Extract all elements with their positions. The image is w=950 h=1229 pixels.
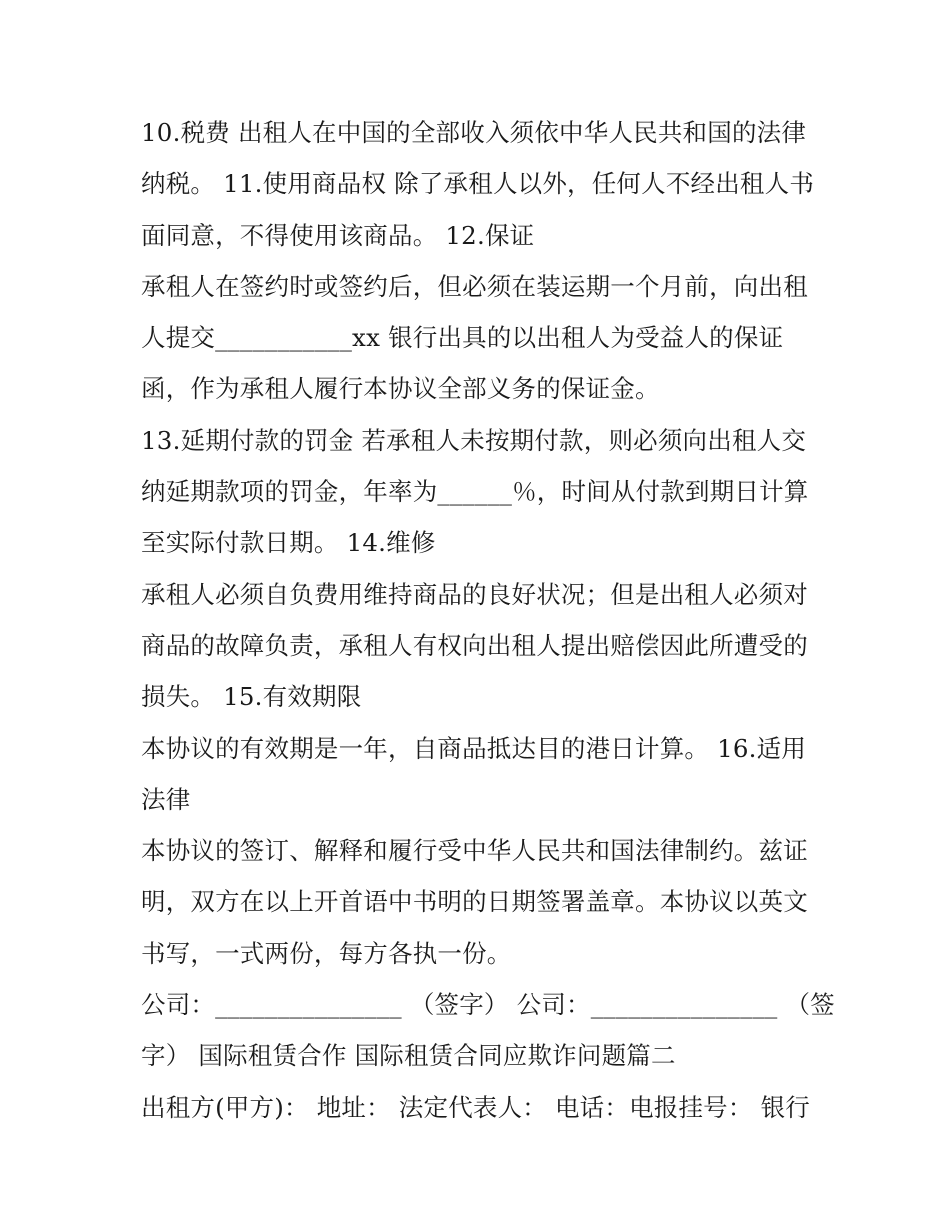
text-line: 字） 国际租赁合作 国际租赁合同应欺诈问题篇二: [141, 1041, 676, 1071]
text-line: 承租人必须自负费用维持商品的良好状况；但是出租人必须对: [141, 579, 808, 609]
text-line: 纳税。 11.使用商品权 除了承租人以外，任何人不经出租人书: [141, 169, 815, 199]
text-line: 商品的故障负责，承租人有权向出租人提出赔偿因此所遭受的: [141, 630, 808, 660]
text-line: 明，双方在以上开首语中书明的日期签署盖章。本协议以英文: [141, 887, 808, 917]
text-line: 本协议的签订、解释和履行受中华人民共和国法律制约。兹证: [141, 836, 808, 866]
text-line: 人提交___________xx 银行出具的以出租人为受益人的保证: [141, 323, 784, 353]
text-line: 13.延期付款的罚金 若承租人未按期付款，则必须向出租人交: [141, 425, 807, 455]
text-line: 损失。 15.有效期限: [141, 682, 362, 712]
text-line: 法律: [141, 784, 191, 814]
text-line: 函，作为承租人履行本协议全部义务的保证金。: [141, 374, 660, 404]
text-line: 公司：_______________ （签字） 公司：_______________ （签: [141, 990, 835, 1020]
text-line: 10.税费 出租人在中国的全部收入须依中华人民共和国的法律: [141, 118, 807, 147]
text-line: 出租方(甲方)： 地址： 法定代表人： 电话：电报挂号： 银行: [141, 1092, 810, 1122]
text-line: 本协议的有效期是一年，自商品抵达目的港日计算。 16.适用: [141, 733, 807, 763]
text-line: 至实际付款日期。 14.维修: [141, 528, 436, 558]
text-line: 承租人在签约时或签约后，但必须在装运期一个月前，向出租: [141, 271, 808, 301]
document-body: [141, 107, 835, 1133]
text-line: 纳延期款项的罚金，年率为______％，时间从付款到期日计算: [141, 477, 809, 507]
text-line: 面同意，不得使用该商品。 12.保证: [141, 220, 535, 250]
text-line: 书写，一式两份，每方各执一份。: [141, 938, 512, 968]
